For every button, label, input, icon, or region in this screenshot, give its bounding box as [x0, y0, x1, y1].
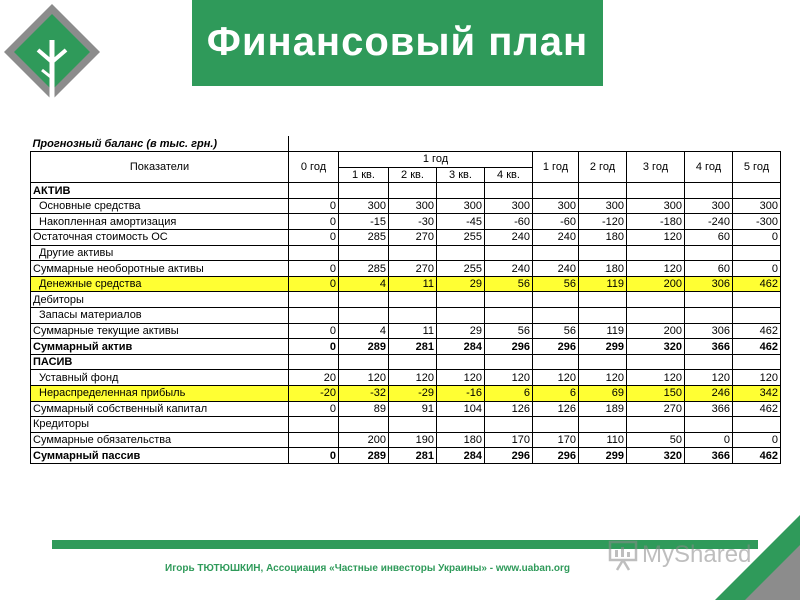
header-year1-group: 1 год: [339, 152, 533, 168]
table-cell: 4: [339, 323, 389, 339]
table-cell: [627, 183, 685, 199]
table-cell: 285: [339, 261, 389, 277]
table-cell: 300: [485, 198, 533, 214]
table-cell: [289, 308, 339, 324]
table-cell: 0: [289, 401, 339, 417]
row-label: Суммарные обязательства: [31, 432, 289, 448]
table-cell: [733, 292, 781, 308]
table-cell: [733, 183, 781, 199]
table-cell: [289, 292, 339, 308]
table-row: [31, 386, 781, 402]
table-cell: 0: [685, 432, 733, 448]
table-row: [31, 230, 781, 246]
table-cell: [485, 245, 533, 261]
table-cell: [627, 308, 685, 324]
table-cell: 170: [485, 432, 533, 448]
table-cell: 366: [685, 448, 733, 464]
row-label: Накопленная амортизация: [31, 214, 289, 230]
row-label: Кредиторы: [31, 417, 289, 433]
table-cell: 240: [533, 261, 579, 277]
header-year0: 0 год: [289, 152, 339, 183]
row-label: Суммарный собственный капитал: [31, 401, 289, 417]
table-cell: [389, 417, 437, 433]
table-cell: 300: [389, 198, 437, 214]
table-cell: 240: [485, 261, 533, 277]
table-cell: [579, 308, 627, 324]
table-cell: 462: [733, 339, 781, 355]
table-cell: 60: [685, 261, 733, 277]
table-cell: 246: [685, 386, 733, 402]
header-row-1: [31, 152, 781, 168]
table-cell: [339, 245, 389, 261]
table-cell: [685, 245, 733, 261]
table-cell: 120: [579, 370, 627, 386]
table-cell: 281: [389, 448, 437, 464]
table-cell: 255: [437, 230, 485, 246]
table-cell: 299: [579, 448, 627, 464]
table-row: [31, 354, 781, 370]
table-cell: 56: [485, 323, 533, 339]
table-cell: 285: [339, 230, 389, 246]
table-cell: 300: [533, 198, 579, 214]
table-cell: 462: [733, 401, 781, 417]
table-cell: 56: [533, 323, 579, 339]
table-row: [31, 245, 781, 261]
table-cell: -32: [339, 386, 389, 402]
table-cell: 300: [685, 198, 733, 214]
table-cell: 300: [579, 198, 627, 214]
row-label: Дебиторы: [31, 292, 289, 308]
table-cell: 190: [389, 432, 437, 448]
header-year: 4 год: [685, 152, 733, 183]
table-cell: [339, 183, 389, 199]
table-row: [31, 417, 781, 433]
table-cell: 270: [389, 230, 437, 246]
table-cell: 120: [627, 261, 685, 277]
row-label: Другие активы: [31, 245, 289, 261]
table-cell: 462: [733, 448, 781, 464]
table-cell: -60: [485, 214, 533, 230]
table-cell: [685, 183, 733, 199]
table-cell: 69: [579, 386, 627, 402]
row-label: Запасы материалов: [31, 308, 289, 324]
table-cell: 180: [437, 432, 485, 448]
table-cell: [437, 183, 485, 199]
table-row: [31, 401, 781, 417]
table-cell: [389, 308, 437, 324]
table-cell: [289, 183, 339, 199]
table-cell: [733, 308, 781, 324]
table-cell: 0: [733, 261, 781, 277]
row-label: Суммарный пассив: [31, 448, 289, 464]
table-cell: 299: [579, 339, 627, 355]
table-cell: 200: [627, 323, 685, 339]
table-cell: 366: [685, 401, 733, 417]
table-cell: [533, 245, 579, 261]
table-cell: 366: [685, 339, 733, 355]
table-cell: -180: [627, 214, 685, 230]
tree-logo-icon: [0, 0, 112, 112]
table-cell: [339, 308, 389, 324]
table-cell: 50: [627, 432, 685, 448]
table-row: [31, 292, 781, 308]
table-cell: [437, 417, 485, 433]
table-cell: 320: [627, 448, 685, 464]
table-cell: [533, 354, 579, 370]
row-label: АКТИВ: [31, 183, 289, 199]
table-cell: 281: [389, 339, 437, 355]
table-cell: 110: [579, 432, 627, 448]
table-cell: 89: [339, 401, 389, 417]
table-cell: [685, 308, 733, 324]
table-cell: 120: [627, 370, 685, 386]
table-cell: 150: [627, 386, 685, 402]
table-cell: 126: [485, 401, 533, 417]
table-cell: 200: [339, 432, 389, 448]
table-cell: [289, 245, 339, 261]
table-cell: 342: [733, 386, 781, 402]
table-row: [31, 183, 781, 199]
table-cell: [685, 354, 733, 370]
table-cell: [389, 354, 437, 370]
table-cell: 120: [389, 370, 437, 386]
table-cell: [437, 308, 485, 324]
row-label: Нераспределенная прибыль: [31, 386, 289, 402]
presentation-board-icon: [608, 539, 638, 571]
table-cell: 29: [437, 276, 485, 292]
table-row: [31, 261, 781, 277]
table-cell: [627, 417, 685, 433]
table-cell: 320: [627, 339, 685, 355]
table-cell: 0: [289, 448, 339, 464]
row-label: Основные средства: [31, 198, 289, 214]
table-cell: 56: [485, 276, 533, 292]
table-cell: [533, 292, 579, 308]
table-cell: 170: [533, 432, 579, 448]
table-cell: [437, 292, 485, 308]
table-cell: [579, 417, 627, 433]
table-row: [31, 432, 781, 448]
header-year: 2 год: [579, 152, 627, 183]
table-cell: [389, 245, 437, 261]
table-cell: [733, 417, 781, 433]
table-cell: -240: [685, 214, 733, 230]
table-cell: 289: [339, 448, 389, 464]
table-cell: 91: [389, 401, 437, 417]
caption-row: [31, 136, 781, 152]
table-cell: [339, 292, 389, 308]
header-year: 3 год: [627, 152, 685, 183]
row-label: Суммарные текущие активы: [31, 323, 289, 339]
table-cell: 104: [437, 401, 485, 417]
table-cell: 300: [339, 198, 389, 214]
table-cell: [733, 354, 781, 370]
table-cell: [579, 292, 627, 308]
table-cell: 0: [733, 230, 781, 246]
table-row: [31, 339, 781, 355]
table-cell: [485, 354, 533, 370]
table-cell: [579, 183, 627, 199]
table-cell: [533, 183, 579, 199]
table-cell: 120: [485, 370, 533, 386]
balance-table: [30, 136, 781, 464]
table-row: [31, 448, 781, 464]
header-quarter: 1 кв.: [339, 167, 389, 183]
table-cell: 0: [289, 230, 339, 246]
table-row: [31, 276, 781, 292]
table-row: [31, 323, 781, 339]
table-caption: Прогнозный баланс (в тыс. грн.): [31, 136, 289, 152]
table-cell: 255: [437, 261, 485, 277]
header-year: 5 год: [733, 152, 781, 183]
table-cell: 120: [733, 370, 781, 386]
table-cell: 0: [289, 339, 339, 355]
table-cell: 29: [437, 323, 485, 339]
table-cell: 284: [437, 448, 485, 464]
table-cell: 296: [485, 448, 533, 464]
table-cell: [685, 292, 733, 308]
header-quarter: 2 кв.: [389, 167, 437, 183]
table-cell: [579, 354, 627, 370]
table-cell: 119: [579, 276, 627, 292]
table-cell: 20: [289, 370, 339, 386]
table-cell: -120: [579, 214, 627, 230]
row-label: Суммарные необоротные активы: [31, 261, 289, 277]
table-cell: [627, 354, 685, 370]
table-cell: 0: [289, 214, 339, 230]
table-cell: 300: [627, 198, 685, 214]
table-cell: 296: [533, 448, 579, 464]
table-cell: 120: [437, 370, 485, 386]
table-cell: 120: [339, 370, 389, 386]
table-cell: [627, 292, 685, 308]
header-quarter: 3 кв.: [437, 167, 485, 183]
table-cell: -15: [339, 214, 389, 230]
table-cell: [339, 417, 389, 433]
table-cell: [627, 245, 685, 261]
table-cell: [339, 354, 389, 370]
table-cell: 462: [733, 276, 781, 292]
row-label: Денежные средства: [31, 276, 289, 292]
watermark-text: MyShared: [642, 541, 752, 568]
table-cell: [437, 245, 485, 261]
row-label: Остаточная стоимость ОС: [31, 230, 289, 246]
table-cell: 11: [389, 276, 437, 292]
table-cell: -45: [437, 214, 485, 230]
table-cell: [733, 245, 781, 261]
table-cell: -300: [733, 214, 781, 230]
row-label: ПАСИВ: [31, 354, 289, 370]
header-year: 1 год: [533, 152, 579, 183]
table-row: [31, 308, 781, 324]
table-cell: [485, 183, 533, 199]
table-cell: [389, 183, 437, 199]
table-cell: -20: [289, 386, 339, 402]
footer-credit: Игорь ТЮТЮШКИН, Ассоциация «Частные инвесторы Украины» - www.uaban.org: [165, 563, 570, 574]
table-cell: 289: [339, 339, 389, 355]
table-cell: 240: [485, 230, 533, 246]
header-quarter: 4 кв.: [485, 167, 533, 183]
table-cell: -29: [389, 386, 437, 402]
table-cell: 200: [627, 276, 685, 292]
table-cell: 56: [533, 276, 579, 292]
corner-decoration: [705, 485, 800, 600]
table-cell: 120: [685, 370, 733, 386]
table-cell: 306: [685, 276, 733, 292]
table-cell: -16: [437, 386, 485, 402]
page-title: Финансовый план: [206, 20, 589, 64]
table-cell: 300: [733, 198, 781, 214]
table-cell: 270: [389, 261, 437, 277]
table-row: [31, 198, 781, 214]
table-cell: [485, 417, 533, 433]
table-cell: [485, 308, 533, 324]
table-cell: 300: [437, 198, 485, 214]
table-cell: 6: [533, 386, 579, 402]
title-banner: [192, 0, 603, 86]
table-cell: -30: [389, 214, 437, 230]
table-cell: 296: [485, 339, 533, 355]
row-label: Уставный фонд: [31, 370, 289, 386]
table-cell: 60: [685, 230, 733, 246]
table-cell: 189: [579, 401, 627, 417]
table-cell: 180: [579, 230, 627, 246]
table-cell: 0: [289, 276, 339, 292]
table-row: [31, 370, 781, 386]
table-row: [31, 214, 781, 230]
table-cell: [579, 245, 627, 261]
table-cell: [289, 417, 339, 433]
table-cell: 0: [289, 323, 339, 339]
table-cell: 296: [533, 339, 579, 355]
table-cell: 180: [579, 261, 627, 277]
table-cell: [485, 292, 533, 308]
row-label: Суммарный актив: [31, 339, 289, 355]
table-cell: -60: [533, 214, 579, 230]
table-cell: [289, 354, 339, 370]
table-cell: 270: [627, 401, 685, 417]
table-cell: 284: [437, 339, 485, 355]
table-cell: 120: [627, 230, 685, 246]
table-cell: [533, 308, 579, 324]
table-cell: [685, 417, 733, 433]
table-cell: 0: [733, 432, 781, 448]
table-cell: 120: [533, 370, 579, 386]
table-cell: [289, 432, 339, 448]
table-cell: 6: [485, 386, 533, 402]
table-cell: 240: [533, 230, 579, 246]
table-cell: 11: [389, 323, 437, 339]
table-cell: 119: [579, 323, 627, 339]
table-cell: 306: [685, 323, 733, 339]
table-cell: 462: [733, 323, 781, 339]
table-cell: 4: [339, 276, 389, 292]
table-cell: [533, 417, 579, 433]
header-indicators: Показатели: [31, 152, 289, 183]
table-cell: 126: [533, 401, 579, 417]
table-cell: 0: [289, 198, 339, 214]
table-cell: 0: [289, 261, 339, 277]
table-cell: [389, 292, 437, 308]
table-cell: [437, 354, 485, 370]
